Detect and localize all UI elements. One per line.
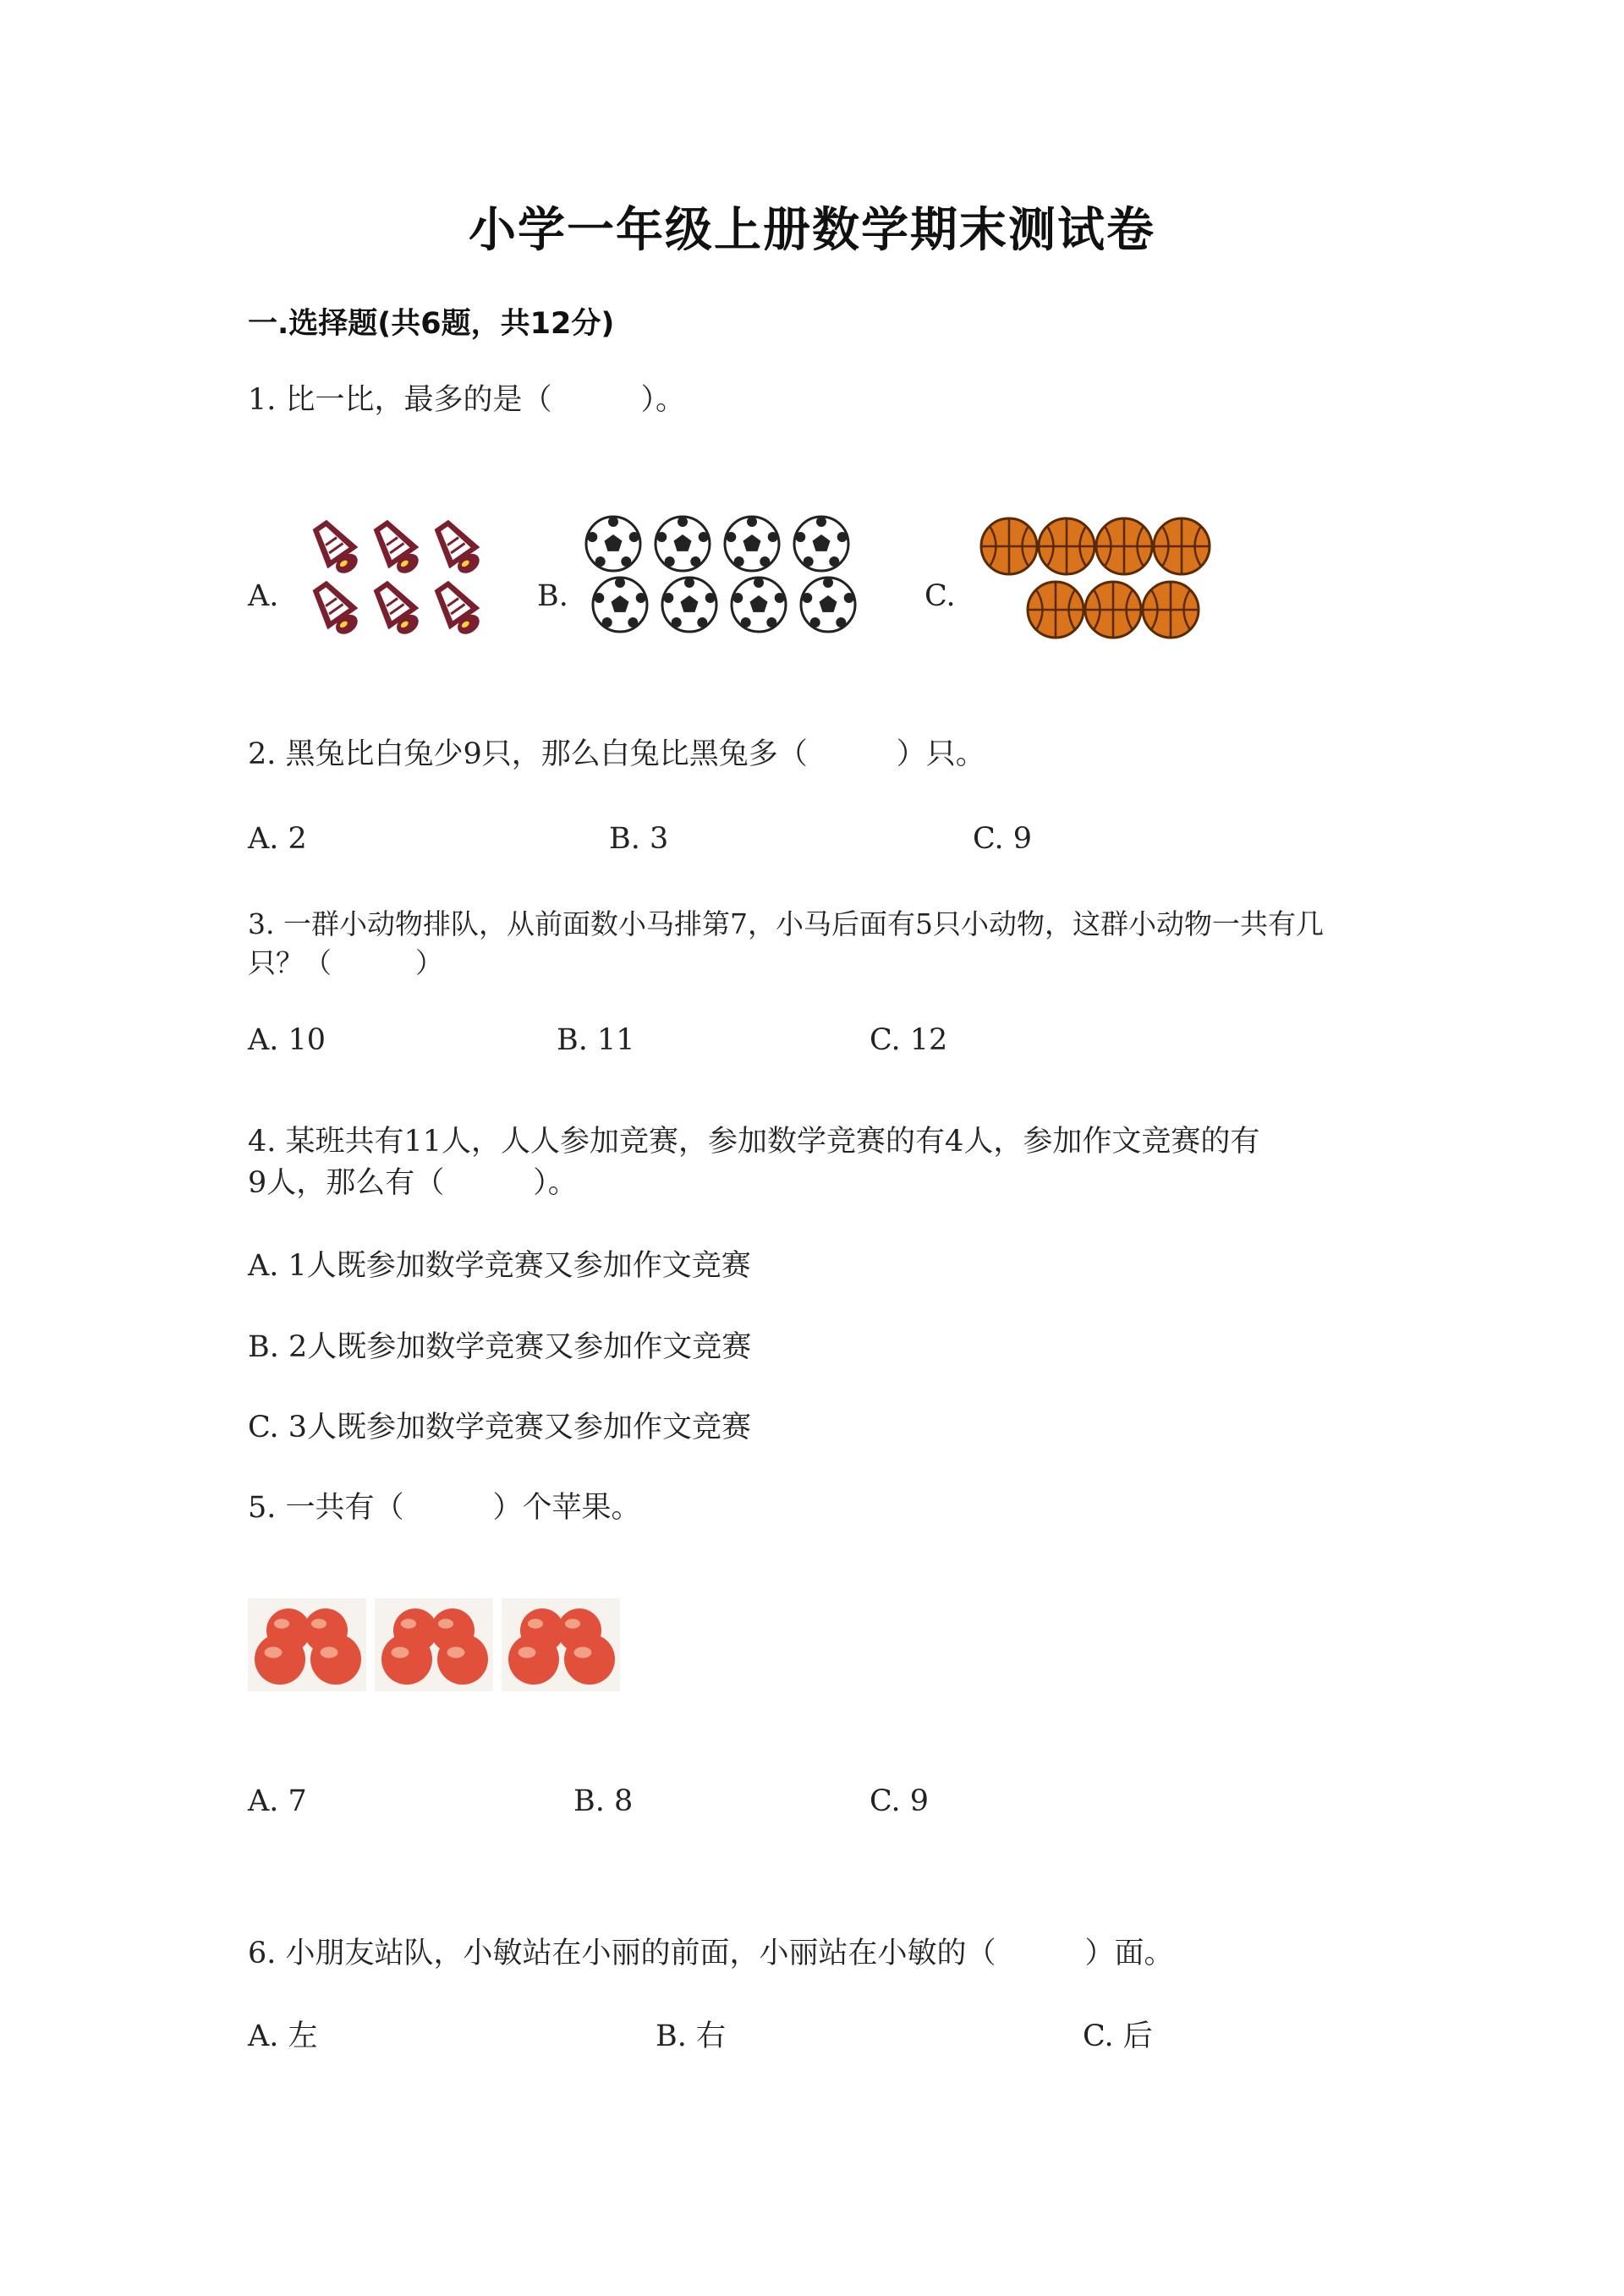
basketball-icon (1143, 582, 1199, 638)
q6-option-c[interactable]: C. 后 (1083, 2019, 1153, 2053)
basketball-icon (981, 518, 1037, 574)
soccer-ball-icon (732, 578, 786, 632)
apple-icon (381, 1634, 432, 1685)
soccer-ball-icon (725, 517, 779, 571)
apple-icon (564, 1634, 615, 1685)
q5-apples-image (248, 1598, 628, 1696)
soccer-ball-icon (662, 578, 716, 632)
question-4-stem-line2: 9人，那么有（ ）。 (248, 1166, 578, 1200)
q6-option-b[interactable]: B. 右 (656, 2019, 726, 2053)
q4-option-c[interactable]: C. 3人既参加数学竞赛又参加作文竞赛 (248, 1411, 752, 1444)
apple-group (375, 1598, 493, 1691)
q3-option-a[interactable]: A. 10 (248, 1023, 326, 1057)
soccer-ball-icon-group (584, 512, 863, 647)
q1-option-a-image (300, 507, 503, 651)
q6-option-a[interactable]: A. 左 (248, 2019, 318, 2053)
shuttlecock-icon (426, 514, 489, 581)
q5-option-c[interactable]: C. 9 (870, 1784, 930, 1818)
question-1-stem: 1. 比一比，最多的是（ ）。 (248, 383, 686, 417)
q4-option-a[interactable]: A. 1人既参加数学竞赛又参加作文竞赛 (248, 1249, 751, 1283)
q2-option-c[interactable]: C. 9 (973, 822, 1033, 856)
apple-icon (310, 1634, 361, 1685)
basketball-icon-group (977, 514, 1214, 649)
q1-option-c-image (977, 514, 1214, 649)
apple-icon (508, 1634, 559, 1685)
apple-icon (255, 1634, 305, 1685)
q2-option-b[interactable]: B. 3 (609, 822, 669, 856)
question-5-stem: 5. 一共有（ ）个苹果。 (248, 1491, 641, 1525)
shuttlecock-icon (365, 514, 428, 581)
basketball-icon (1085, 582, 1141, 638)
page-title: 小学一年级上册数学期末测试卷 (469, 203, 1155, 258)
basketball-icon (1096, 518, 1152, 574)
soccer-ball-icon (586, 517, 640, 571)
soccer-ball-icon (656, 517, 710, 571)
apple-group (248, 1598, 366, 1691)
question-6-stem: 6. 小朋友站队，小敏站在小丽的前面，小丽站在小敏的（ ）面。 (248, 1937, 1174, 1970)
q3-option-c[interactable]: C. 12 (870, 1023, 948, 1057)
basketball-icon (1154, 518, 1210, 574)
q5-option-a[interactable]: A. 7 (248, 1784, 307, 1818)
q4-option-b[interactable]: B. 2人既参加数学竞赛又参加作文竞赛 (248, 1330, 752, 1364)
q1-option-b-image (584, 512, 863, 647)
q5-option-b[interactable]: B. 8 (573, 1784, 634, 1818)
question-4-stem-line1: 4. 某班共有11人，人人参加竞赛，参加数学竞赛的有4人，参加作文竞赛的有 (248, 1125, 1260, 1159)
q1-option-a-label[interactable]: A. (248, 579, 279, 613)
soccer-ball-icon (593, 578, 647, 632)
shuttlecock-icon (304, 575, 367, 642)
basketball-icon (1039, 518, 1095, 574)
q1-option-c-label[interactable]: C. (924, 579, 956, 613)
question-2-stem: 2. 黑兔比白兔少9只，那么白兔比黑兔多（ ）只。 (248, 737, 985, 771)
q2-option-a[interactable]: A. 2 (248, 822, 307, 856)
question-3-stem-line1: 3. 一群小动物排队，从前面数小马排第7，小马后面有5只小动物，这群小动物一共有几 (248, 907, 1324, 940)
shuttlecock-icon (426, 575, 489, 642)
question-3-stem-line2: 只？（ ） (248, 946, 443, 979)
shuttlecock-icon (365, 575, 428, 642)
q1-option-b-label[interactable]: B. (537, 579, 568, 613)
apple-group (502, 1598, 620, 1691)
soccer-ball-icon (801, 578, 855, 632)
q3-option-b[interactable]: B. 11 (557, 1023, 635, 1057)
shuttlecock-icon (304, 514, 367, 581)
section-heading: 一.选择题(共6题，共12分) (248, 307, 615, 341)
shuttlecock-icon-group (300, 507, 503, 651)
basketball-icon (1028, 582, 1084, 638)
apple-icon (437, 1634, 488, 1685)
soccer-ball-icon (794, 517, 848, 571)
apple-icon-group (248, 1598, 628, 1696)
